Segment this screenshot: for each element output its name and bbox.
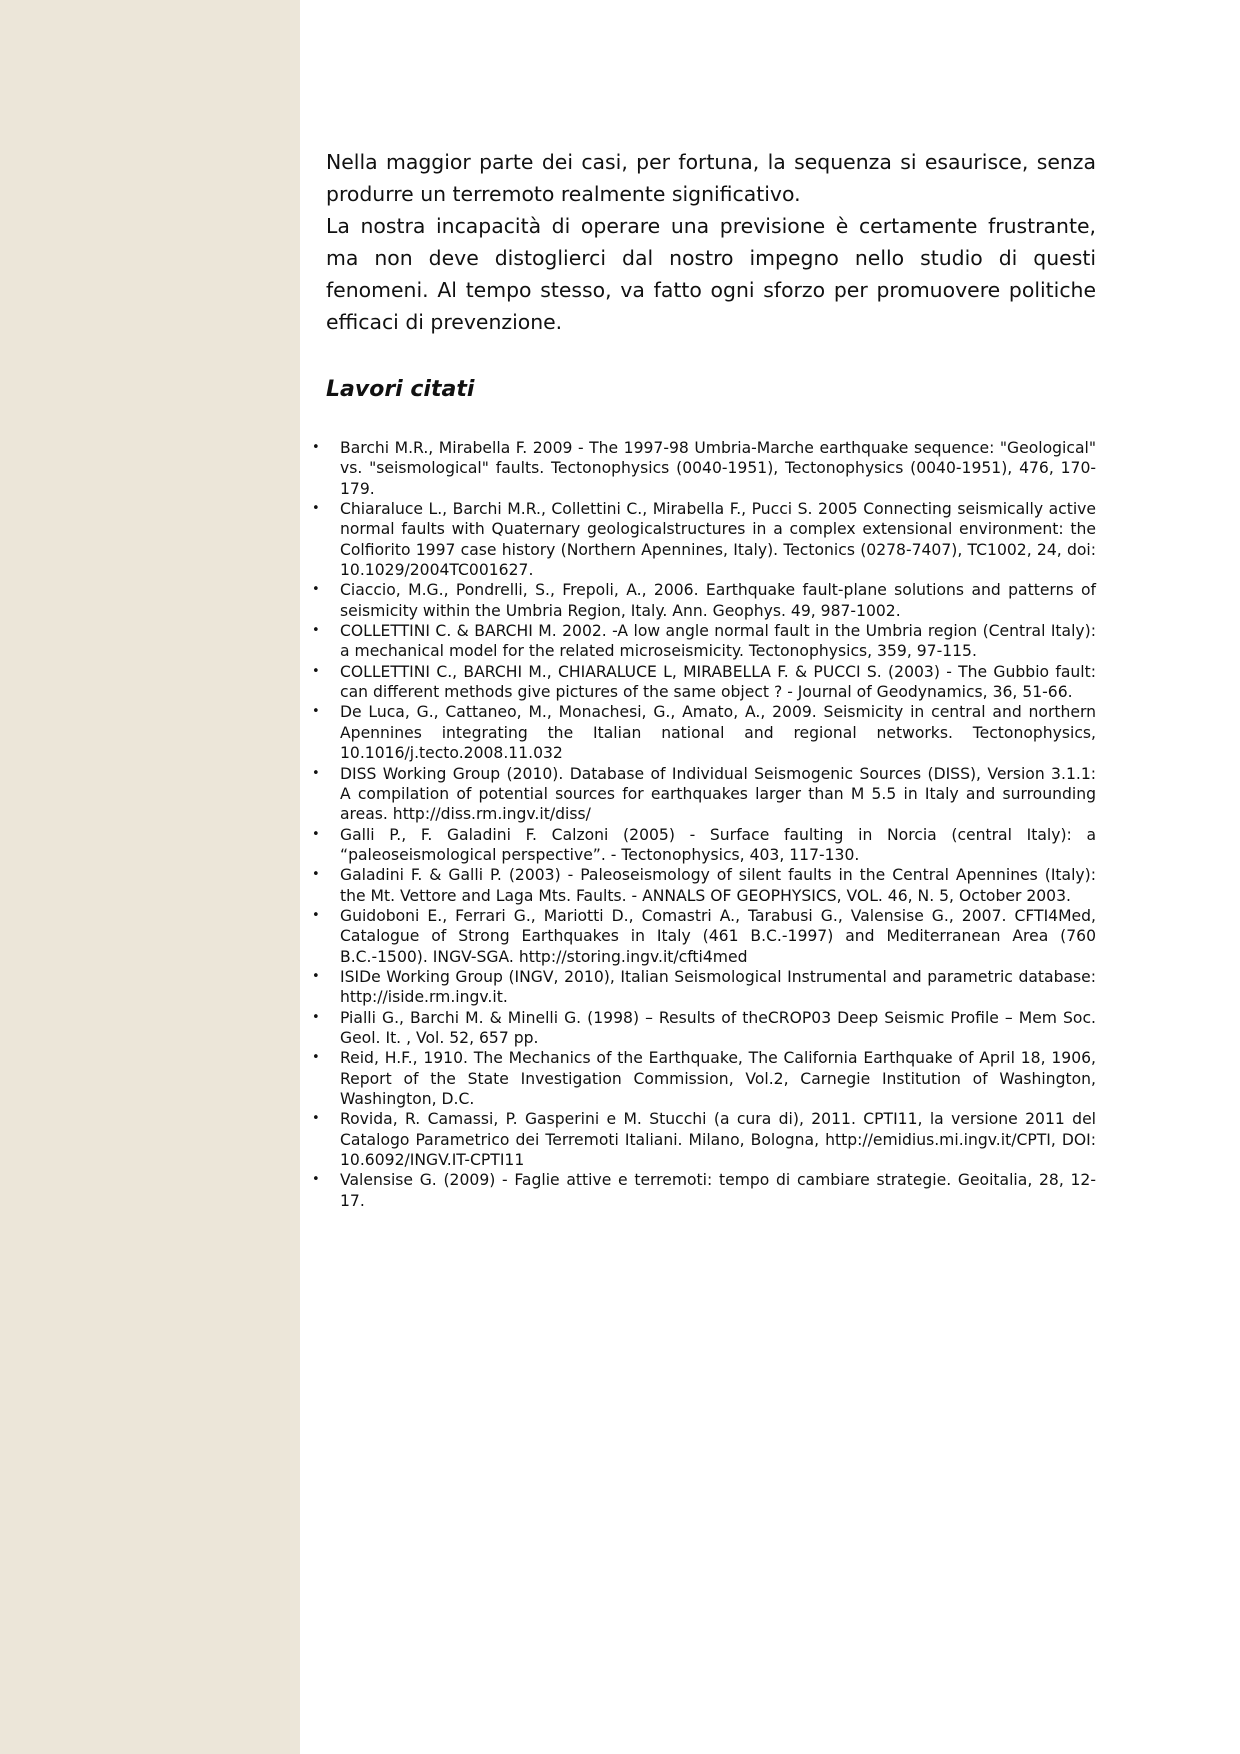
decorative-side-band [0,0,300,1754]
bullet-icon: • [312,907,320,923]
reference-text: DISS Working Group (2010). Database of Individual Seismogenic Sources (DISS), Version 3.1.1: A compilation of potential sources for earthquakes larger than M 5.5 in Italy and surrounding areas. http://diss.rm.ingv.it/diss/ [340,764,1096,824]
reference-item [312,621,1096,662]
reference-item [312,702,1096,763]
reference-item [312,1048,1096,1109]
reference-item [312,967,1096,1008]
reference-text: Barchi M.R., Mirabella F. 2009 - The 1997-98 Umbria-Marche earthquake sequence: "Geological" vs. "seismological" faults. Tectonophysics (0040-1951), Tectonophysics (0040-1951), 476, 170-179. [340,439,1096,498]
reference-item [312,580,1096,621]
reference-text: Valensise G. (2009) - Faglie attive e terremoti: tempo di cambiare strategie. Geoitalia, 28, 12-17. [340,1171,1096,1210]
reference-item [312,499,1096,580]
section-heading: Lavori citati [326,377,475,402]
page-content [312,146,1096,1211]
reference-text: Rovida, R. Camassi, P. Gasperini e M. Stucchi (a cura di), 2011. CPTI11, la versione 2011 del Catalogo Parametrico dei Terremoti Italiani. Milano, Bologna, http://emidius.mi.ingv.it/CPTI, DOI: 10.6092/INGV.IT-CPTI11 [340,1110,1096,1170]
reference-item [312,825,1096,866]
bullet-icon: • [312,501,320,517]
body-paragraph: La nostra incapacità di operare una previsione è certamente frustrante, ma non deve distoglierci dal nostro impegno nello studio di questi fenomeni. Al tempo stesso, va fatto ogni sforzo per promuovere politiche efficaci di prevenzione. [326,214,1096,334]
reference-text: COLLETTINI C. & BARCHI M. 2002. -A low angle normal fault in the Umbria region (Central Italy): a mechanical model for the related microseismicity. Tectonophysics, 359, 97-115. [340,622,1096,661]
reference-text: Ciaccio, M.G., Pondrelli, S., Frepoli, A., 2006. Earthquake fault-plane solutions and patterns of seismicity within the Umbria Region, Italy. Ann. Geophys. 49, 987-1002. [340,581,1096,620]
reference-item [312,1008,1096,1049]
bullet-icon: • [312,582,320,598]
reference-text: ISIDe Working Group (INGV, 2010), Italian Seismological Instrumental and parametric database: http://iside.rm.ingv.it. [340,967,1096,1007]
bullet-icon: • [312,1172,320,1188]
reference-text: Guidoboni E., Ferrari G., Mariotti D., Comastri A., Tarabusi G., Valensise G., 2007. CFTI4Med, Catalogue of Strong Earthquakes in Italy (461 B.C.-1997) and Mediterranean Area (760 B.C.-1500). INGV-SGA. http://storing.ingv.it/cfti4med [340,906,1096,966]
reference-item [312,662,1096,703]
reference-text: Galli P., F. Galadini F. Calzoni (2005) - Surface faulting in Norcia (central Italy): a “paleoseismological perspective”. - Tectonophysics, 403, 117-130. [340,825,1096,864]
reference-text: Pialli G., Barchi M. & Minelli G. (1998) – Results of theCROP03 Deep Seismic Profile – Mem Soc. Geol. It. , Vol. 52, 657 pp. [340,1008,1096,1047]
bullet-icon: • [312,765,320,781]
reference-text: Chiaraluce L., Barchi M.R., Collettini C., Mirabella F., Pucci S. 2005 Connecting seismically active normal faults with Quaternary geologicalstructures in a complex extensional environment: the Colfiorito 1997 case history (Northern Apennines, Italy). Tectonics (0278-7407), TC1002, 24, doi: 10.1029/2004TC001627. [340,500,1096,580]
reference-list [312,438,1096,1211]
body-paragraph: Nella maggior parte dei casi, per fortuna, la sequenza si esaurisce, senza produrre un terremoto realmente significativo. [326,150,1096,206]
reference-item [312,865,1096,906]
reference-item [312,438,1096,499]
bullet-icon: • [312,704,320,720]
reference-text: De Luca, G., Cattaneo, M., Monachesi, G., Amato, A., 2009. Seismicity in central and northern Apennines integrating the Italian national and regional networks. Tectonophysics, 10.1016/j.tecto.2008.11.032 [340,703,1096,763]
bullet-icon: • [312,440,320,455]
bullet-icon: • [312,826,320,842]
reference-item [312,1170,1096,1211]
reference-item [312,764,1096,825]
reference-text: COLLETTINI C., BARCHI M., CHIARALUCE L, MIRABELLA F. & PUCCI S. (2003) - The Gubbio fault: can different methods give pictures of the same object ? - Journal of Geodynamics, 36, 51-66. [340,662,1096,702]
bullet-icon: • [312,1050,320,1066]
reference-text: Reid, H.F., 1910. The Mechanics of the Earthquake, The California Earthquake of April 18, 1906, Report of the State Investigation Commission, Vol.2, Carnegie Institution of Washington, Washington, D.C. [340,1049,1096,1108]
bullet-icon: • [312,663,320,679]
reference-item [312,1109,1096,1170]
bullet-icon: • [312,1111,320,1127]
bullet-icon: • [312,968,320,984]
bullet-icon: • [312,1009,320,1025]
bullet-icon: • [312,867,320,883]
bullet-icon: • [312,623,320,639]
reference-text: Galadini F. & Galli P. (2003) - Paleoseismology of silent faults in the Central Apennines (Italy): the Mt. Vettore and Laga Mts. Faults. - ANNALS OF GEOPHYSICS, VOL. 46, N. 5, October 2003. [340,866,1096,905]
reference-item [312,906,1096,967]
